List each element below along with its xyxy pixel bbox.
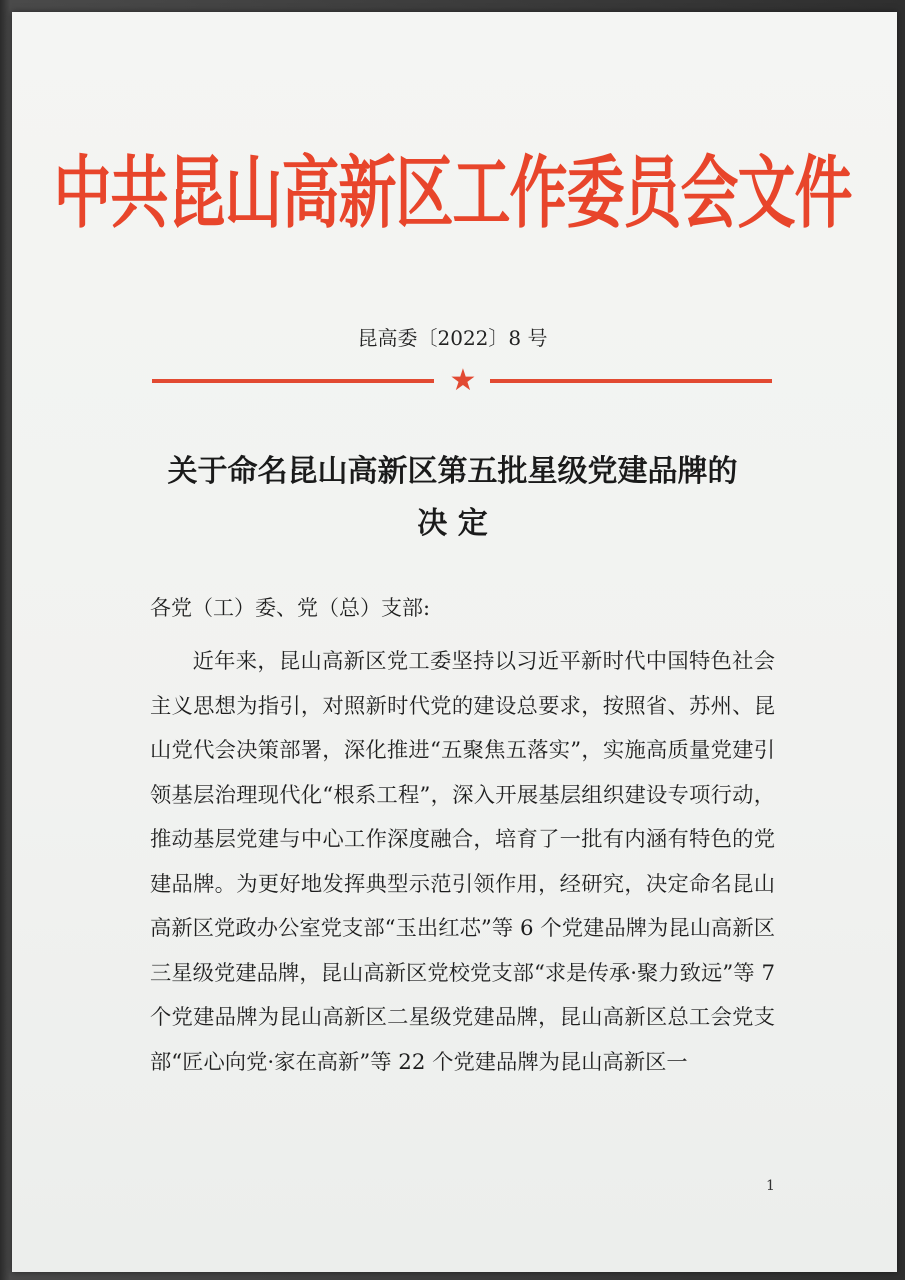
salutation: 各党（工）委、党（总）支部: [150, 596, 431, 620]
document-number: 昆高委〔2022〕8 号 [357, 326, 548, 350]
body-paragraph: 近年来，昆山高新区党工委坚持以习近平新时代中国特色社会主义思想为指引，对照新时代党的建设总要求，按照省、苏州、昆山党代会决策部署，深化推进“五聚焦五落实”，实施高质量党建引领基层治理现代化“根系工程”，深入开展基层组织建设专项行动，推动基层党建与中心工作深度融合，培育了一批有内涵有特色的党建品牌。为更好地发挥典型示范引领作用，经研究，决定命名昆山高新区党政办公室党支部“玉出红芯”等 6 个党建品牌为昆山高新区三星级党建品牌，昆山高新区党校党支部“求是传承·聚力致远”等 7 个党建品牌为昆山高新区二星级党建品牌，昆山高新区总工会党支部“匠心向党·家在高新”等 22 个党建品牌为昆山高新区一 [150, 649, 775, 1075]
masthead-title: 中共昆山高新区工作委员会文件 [53, 147, 852, 239]
title-line-1: 关于命名昆山高新区第五批星级党建品牌的 [167, 454, 738, 489]
title-line-2: 决 定 [417, 506, 488, 541]
red-divider-right [490, 379, 772, 383]
page-number: 1 [766, 1178, 775, 1194]
red-star-icon: ★ [449, 363, 477, 398]
document-title [120, 446, 785, 550]
red-divider-left [152, 379, 434, 383]
